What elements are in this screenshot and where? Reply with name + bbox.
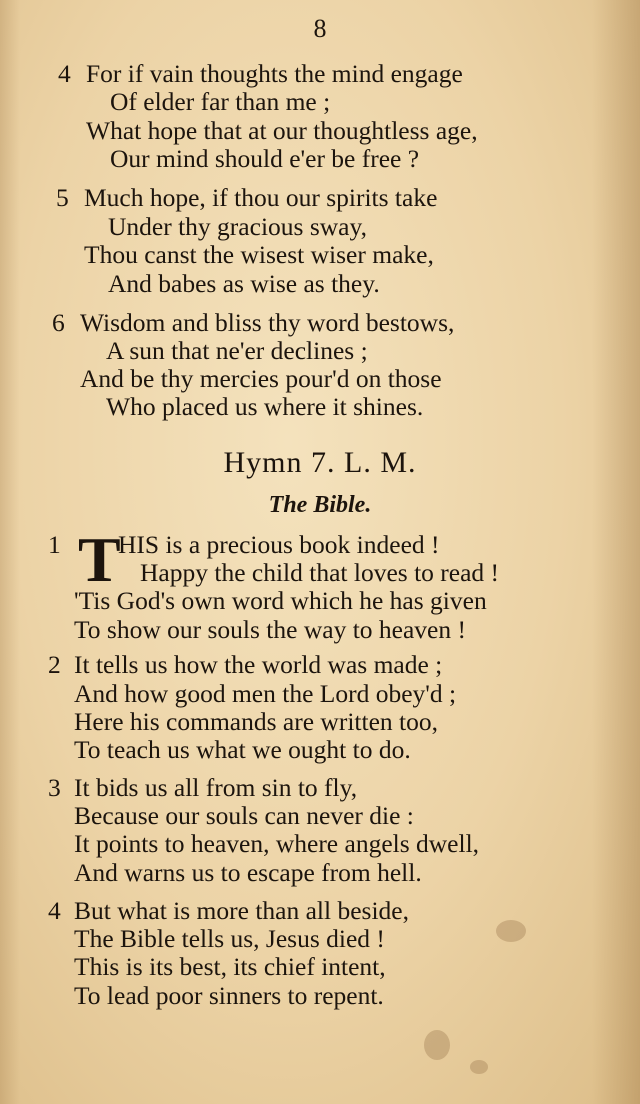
verse-line: It bids us all from sin to fly, (74, 773, 358, 802)
verse-line: To show our souls the way to heaven ! (74, 615, 466, 644)
verse-line: Thou canst the wisest wiser make, (84, 240, 434, 269)
verse-number: 5 (56, 183, 69, 212)
verse-line: Happy the child that loves to read ! (140, 558, 500, 587)
verse-number: 4 (58, 59, 71, 88)
page-edge-shadow-right (592, 0, 640, 1104)
verse-line: Of elder far than me ; (110, 87, 331, 116)
verse-line: To teach us what we ought to do. (74, 735, 411, 764)
verse-line: It tells us how the world was made ; (74, 650, 443, 679)
verse-line: Our mind should e'er be free ? (110, 144, 420, 173)
foxing-spot (496, 920, 526, 942)
verse-line: This is its best, its chief intent, (74, 952, 386, 981)
verse-number: 3 (48, 773, 61, 802)
verse-line: And be thy mercies pour'd on those (80, 364, 442, 393)
verse-line: And babes as wise as they. (108, 269, 380, 298)
verse-line: A sun that ne'er declines ; (106, 336, 368, 365)
verse-line: The Bible tells us, Jesus died ! (74, 924, 385, 953)
verse-line: What hope that at our thoughtless age, (86, 116, 478, 145)
verse-line: But what is more than all beside, (74, 896, 409, 925)
verse-line: 'Tis God's own word which he has given (74, 586, 487, 615)
verse-number: 6 (52, 308, 65, 337)
verse-line: It points to heaven, where angels dwell, (74, 829, 480, 858)
foxing-spot (470, 1060, 488, 1074)
verse-line: For if vain thoughts the mind engage (86, 59, 463, 88)
hymn-subtitle: The Bible. (268, 492, 372, 518)
verse-number: 4 (48, 896, 61, 925)
verse-line: Wisdom and bliss thy word bestows, (80, 308, 455, 337)
verse-number: 2 (48, 650, 61, 679)
verse-line: And warns us to escape from hell. (74, 858, 422, 887)
verse-line: Because our souls can never die : (74, 801, 414, 830)
verse-line: Much hope, if thou our spirits take (84, 183, 438, 212)
verse-line: Here his commands are written too, (74, 707, 438, 736)
verse-line: And how good men the Lord obey'd ; (74, 679, 457, 708)
page-number: 8 (313, 14, 327, 43)
verse-line: To lead poor sinners to repent. (74, 981, 384, 1010)
verse-number: 1 (48, 530, 61, 559)
verse-line: Who placed us where it shines. (106, 392, 424, 421)
verse-line: Under thy gracious sway, (108, 212, 367, 241)
drop-cap: T (78, 524, 121, 595)
hymn-title: Hymn 7. L. M. (223, 446, 417, 479)
page-edge-shadow-left (0, 0, 20, 1104)
foxing-spot (424, 1030, 450, 1060)
verse-line: HIS is a precious book indeed ! (118, 530, 440, 559)
